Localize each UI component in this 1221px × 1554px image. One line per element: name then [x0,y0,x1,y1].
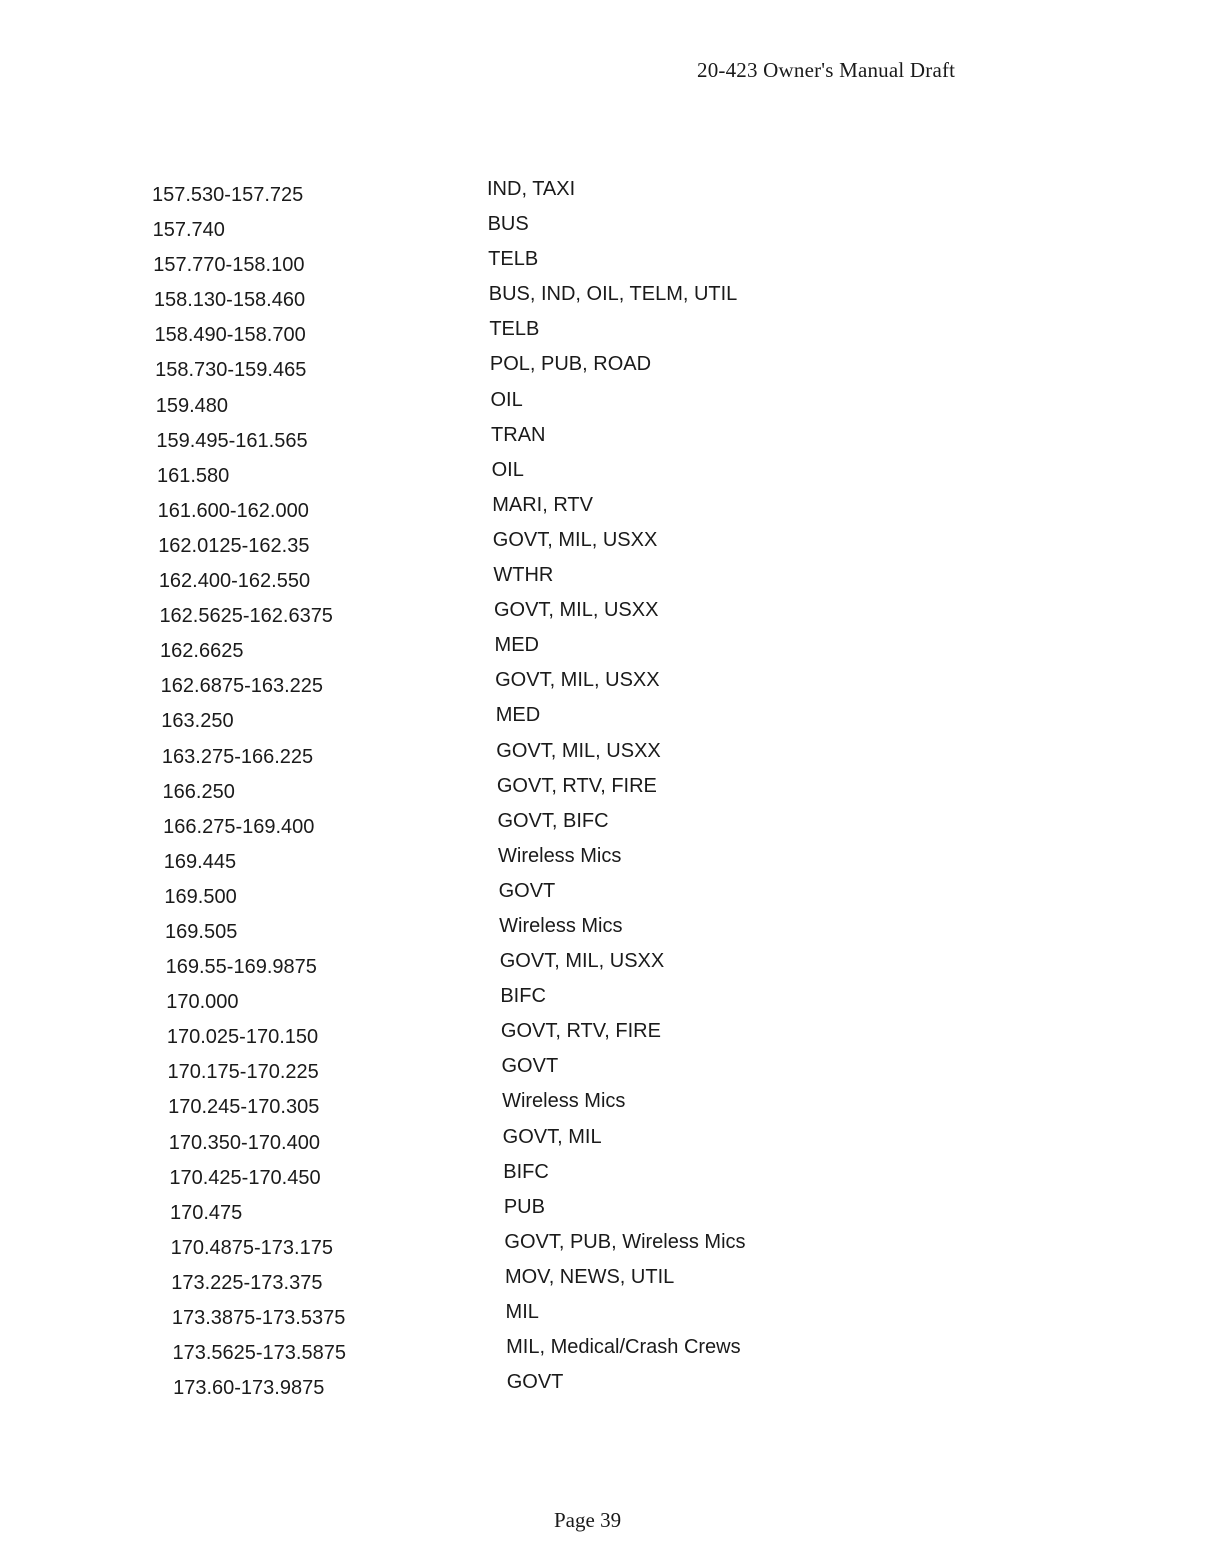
table-row [0,457,1221,492]
service-cell: TRAN [491,423,546,446]
table-row [0,387,1221,422]
frequency-cell: 163.250 [161,710,234,733]
table-row [0,878,1221,913]
frequency-cell: 170.175-170.225 [167,1061,319,1084]
table-row [0,702,1221,737]
table-row [0,316,1221,351]
service-cell: MED [494,634,539,657]
service-cell: OIL [490,388,523,411]
table-row [0,281,1221,316]
service-cell: MED [495,704,541,727]
frequency-cell: 170.350-170.400 [168,1131,320,1154]
table-row [0,1264,1221,1299]
frequency-cell: 157.740 [152,219,225,242]
table-row [0,913,1221,948]
service-cell: Wireless Mics [499,914,623,937]
frequency-cell: 157.530-157.725 [152,184,304,206]
frequency-cell: 162.5625-162.6375 [159,605,333,628]
service-cell: BUS [487,213,529,236]
frequency-cell: 170.025-170.150 [166,1026,319,1049]
frequency-cell: 158.130-158.460 [153,289,306,312]
service-cell: MIL [505,1301,539,1323]
page-header-title: 20-423 Owner's Manual Draft [697,58,956,82]
frequency-cell: 163.275-166.225 [161,745,314,768]
service-cell: PUB [503,1195,545,1218]
frequency-cell: 169.445 [163,850,237,873]
frequency-cell: 166.275-169.400 [163,815,315,838]
table-row [0,1299,1221,1334]
table-row [0,1194,1221,1229]
table-row [0,1229,1221,1264]
table-row [0,351,1221,386]
service-cell: GOVT, MIL, USXX [495,669,660,692]
service-cell: GOVT [501,1055,559,1078]
table-row [0,843,1221,878]
service-cell: Wireless Mics [502,1090,626,1113]
service-cell: GOVT [498,879,556,902]
table-row [0,738,1221,773]
table-row [0,562,1221,597]
frequency-cell: 158.730-159.465 [155,359,307,382]
frequency-cell: 170.425-170.450 [169,1166,321,1189]
table-row [0,597,1221,632]
frequency-cell: 162.400-162.550 [158,570,311,593]
frequency-cell: 166.250 [162,780,235,803]
service-cell: GOVT, BIFC [497,809,609,832]
service-cell: GOVT, MIL, USXX [493,599,659,622]
frequency-cell: 157.770-158.100 [153,254,305,277]
table-row [0,1124,1221,1159]
table-row [0,1018,1221,1053]
service-cell: GOVT, MIL, USXX [496,739,661,762]
service-cell: WTHR [493,564,554,587]
service-cell: OIL [491,458,524,481]
frequency-cell: 169.55-169.9875 [165,956,317,979]
frequency-cell: 170.475 [169,1201,243,1224]
frequency-cell: 161.580 [156,464,230,487]
frequency-cell: 161.600-162.000 [157,499,309,522]
frequency-cell: 162.6875-163.225 [160,675,324,698]
table-row [0,1369,1221,1404]
frequency-cell: 159.495-161.565 [156,429,308,452]
frequency-cell: 170.000 [166,991,239,1014]
service-cell: GOVT, MIL, USXX [499,950,665,973]
frequency-cell: 170.4875-173.175 [170,1236,333,1259]
table-row [0,246,1221,281]
table-row [0,667,1221,702]
frequency-cell: 173.225-173.375 [171,1271,323,1294]
frequency-cell: 162.0125-162.35 [158,534,310,557]
service-cell: BIFC [500,985,546,1008]
table-row [0,808,1221,843]
service-cell: GOVT, RTV, FIRE [500,1020,661,1043]
frequency-cell: 173.5625-173.5875 [172,1342,346,1365]
service-cell: MIL, Medical/Crash Crews [506,1336,741,1359]
service-cell: TELB [488,248,539,271]
service-cell: GOVT, PUB, Wireless Mics [504,1230,746,1253]
service-cell: TELB [489,318,540,341]
page-number: Page 39 [554,1508,622,1532]
frequency-cell: 162.6625 [160,640,244,663]
table-row [0,1159,1221,1194]
table-row [0,1334,1221,1369]
table-row [0,1053,1221,1088]
table-row [0,1088,1221,1123]
frequency-cell: 158.490-158.700 [154,324,306,347]
table-row [0,176,1221,211]
table-row [0,632,1221,667]
frequency-cell: 170.245-170.305 [168,1096,320,1119]
service-cell: POL, PUB, ROAD [489,353,652,376]
frequency-cell: 169.505 [165,920,238,943]
service-cell: IND, TAXI [487,178,576,200]
service-cell: BIFC [503,1160,549,1183]
service-cell: BUS, IND, OIL, TELM, UTIL [488,283,738,306]
service-cell: GOVT, MIL, USXX [492,528,658,551]
service-cell: GOVT [506,1371,564,1394]
frequency-cell: 169.500 [164,885,237,908]
table-row [0,948,1221,983]
service-cell: Wireless Mics [498,844,622,867]
service-cell: MARI, RTV [492,493,593,516]
service-cell: GOVT, MIL [502,1125,602,1148]
table-row [0,527,1221,562]
table-row [0,983,1221,1018]
service-cell: GOVT, RTV, FIRE [496,774,657,797]
service-cell: MOV, NEWS, UTIL [504,1265,675,1288]
frequency-cell: 159.480 [155,394,229,417]
frequency-table [0,176,1221,1404]
table-row [0,422,1221,457]
table-row [0,211,1221,246]
frequency-cell: 173.60-173.9875 [173,1377,325,1400]
table-row [0,492,1221,527]
table-row [0,773,1221,808]
frequency-cell: 173.3875-173.5375 [171,1307,346,1329]
